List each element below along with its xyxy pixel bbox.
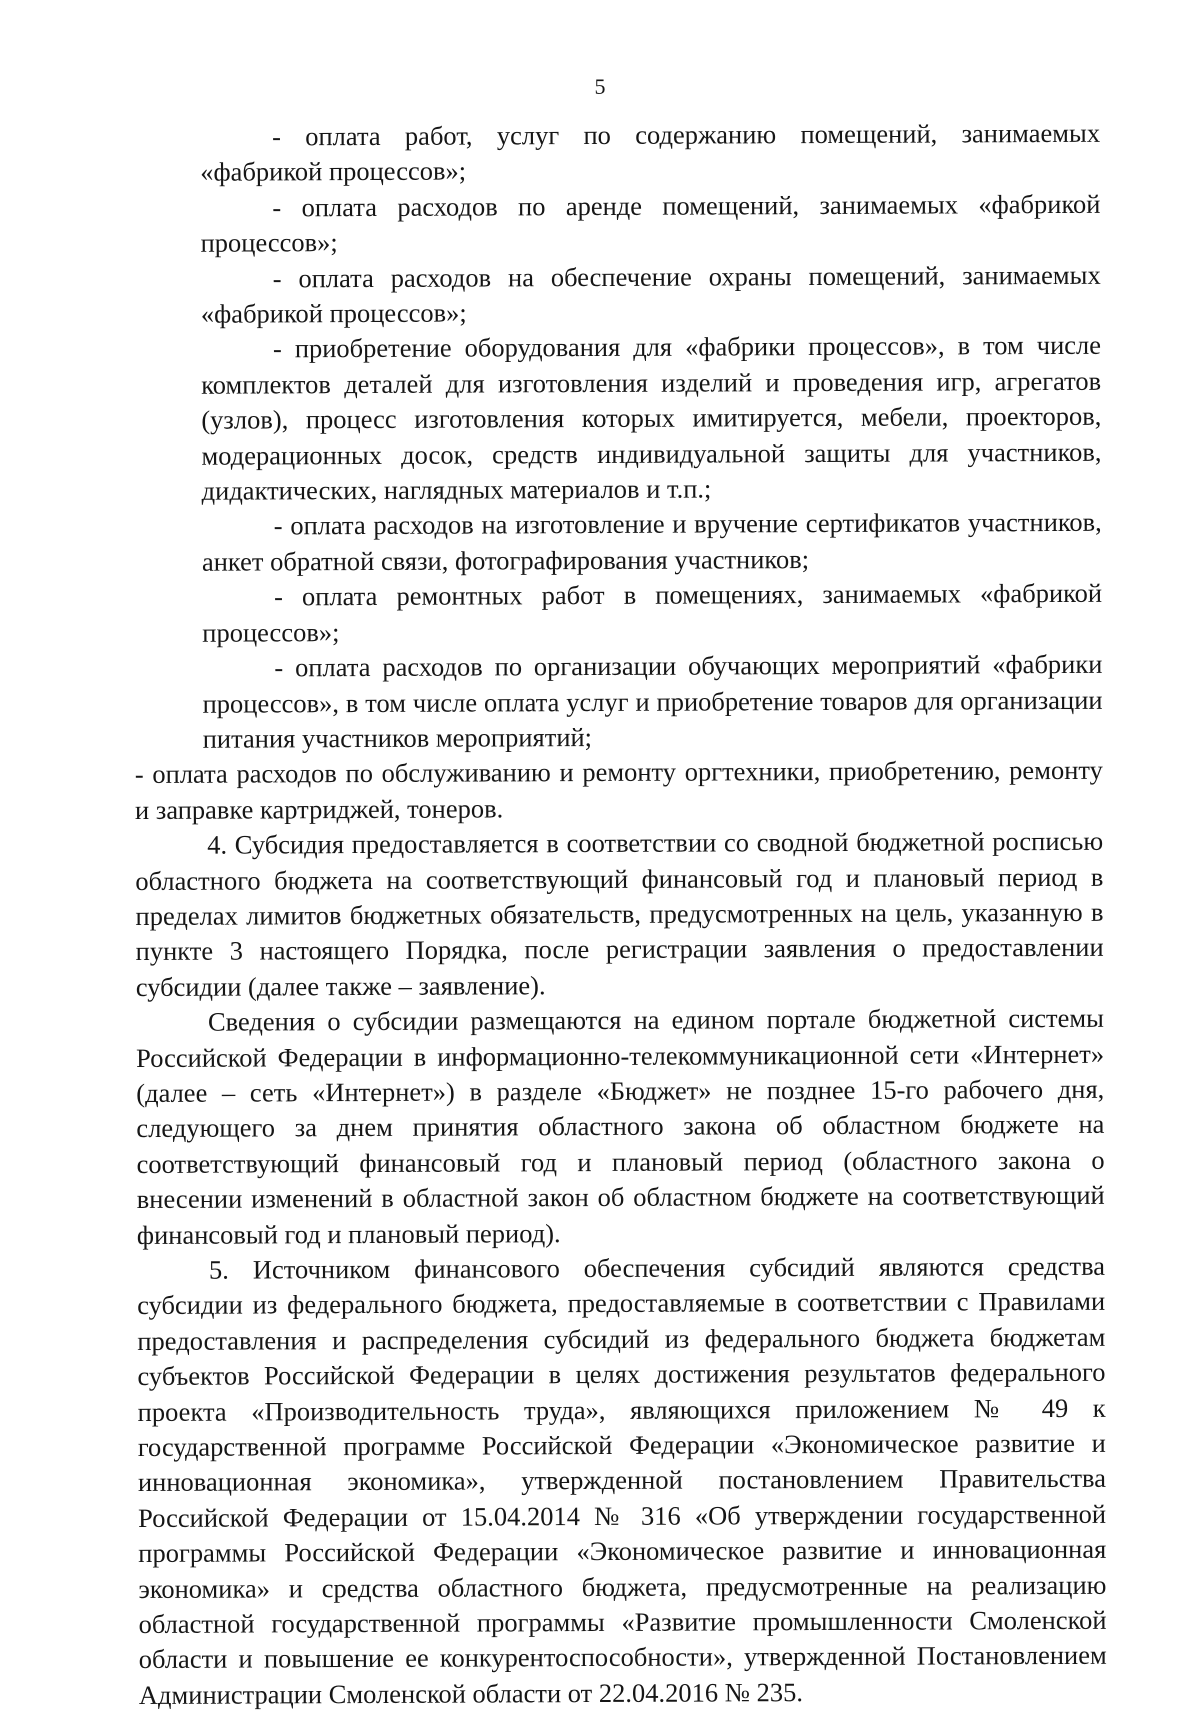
list-item-office-equipment: - оплата расходов по обслуживанию и ремонту оргтехники, приобретению, ремонту и заправке картриджей, тонеров.: [134, 755, 1103, 825]
list-item-security: - оплата расходов на обеспечение охраны помещений, занимаемых «фабрикой процессов»;: [200, 259, 1101, 329]
paragraph-subsidy-info: Сведения о субсидии размещаются на едином портале бюджетной системы Российской Федерации в информационно-телекоммуникационной сети «Интернет» (далее – сеть «Интернет») в разделе «Бюджет» не позднее 15-го рабочего дня, следующего за днем принятия областного закона об областном бюджете на соответствующий финансовый год и плановый период (областного закона о внесении изменений в областной закон об областном бюджете на соответствующий финансовый год и плановый период).: [136, 1002, 1105, 1250]
paragraph-clause-5: 5. Источником финансового обеспечения субсидий являются средства субсидии из федерального бюджета, предоставляемые в соответствии с Правилами предоставления и распределения субсидий из федерального бюджета бюджетам субъектов Российской Федерации в целях достижения результатов федерального проекта «Производительность труда», являющихся приложением № 49 к государственной программе Российской Федерации «Экономическое развитие и инновационная экономика», утвержденной постановлением Правительства Российской Федерации от 15.04.2014 № 316 «Об утверждении государственной программы Российской Федерации «Экономическое развитие и инновационная экономика» и средства областного бюджета, предусмотренные на реализацию областной государственной программы «Развитие промышленности Смоленской области и повышение ее конкурентоспособности», утвержденной Постановлением Администрации Смоленской области от 22.04.2016 № 235.: [137, 1250, 1107, 1710]
list-item-training-events: - оплата расходов по организации обучающих мероприятий «фабрики процессов», в том числе оплата услуг и приобретение товаров для организации питания участников мероприятий;: [202, 648, 1103, 754]
document-body: [132, 116, 1107, 1713]
page-number: 5: [594, 74, 606, 99]
list-item-repair: - оплата ремонтных работ в помещениях, занимаемых «фабрикой процессов»;: [202, 578, 1103, 648]
list-item-certificates: - оплата расходов на изготовление и вручение сертификатов участников, анкет обратной связи, фотографирования участников;: [201, 507, 1102, 577]
list-item-maintenance: - оплата работ, услуг по содержанию помещений, занимаемых «фабрикой процессов»;: [200, 117, 1101, 188]
list-item-rent: - оплата расходов по аренде помещений, занимаемых «фабрикой процессов»;: [200, 188, 1101, 258]
paragraph-clause-4: 4. Субсидия предоставляется в соответствии со сводной бюджетной росписью областного бюджета на соответствующий финансовый год и плановый период в пределах лимитов бюджетных обязательств, предусмотренных на цель, указанную в пункте 3 настоящего Порядка, после регистрации заявления о предоставлении субсидии (далее также – заявление).: [135, 825, 1104, 1002]
list-item-equipment: - приобретение оборудования для «фабрики процессов», в том числе комплектов деталей для изготовления изделий и проведения игр, агрегатов (узлов), процесс изготовления которых имитируется, мебели, проекторов, модерационных досок, средств индивидуальной защиты для участников, дидактических, наглядных материалов и т.п.;: [201, 330, 1102, 506]
